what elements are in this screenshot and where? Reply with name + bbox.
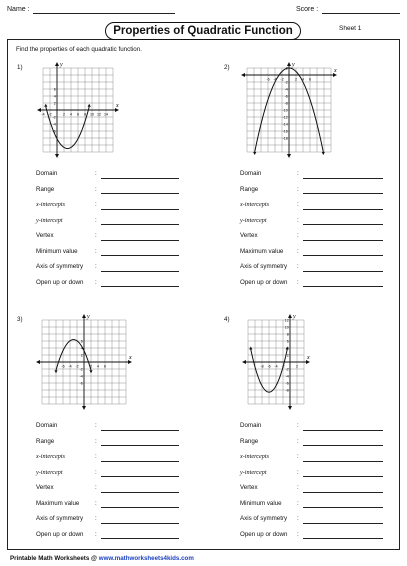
y-tick-label: 6 — [53, 87, 56, 92]
answer-line[interactable] — [101, 286, 179, 287]
answer-line[interactable] — [101, 240, 179, 241]
curve-arrow — [44, 104, 47, 107]
y-tick-label: 2 — [285, 66, 288, 71]
property-colon: : — [95, 530, 97, 538]
problem-number-4: 4) — [224, 316, 230, 323]
answer-line[interactable] — [101, 193, 179, 194]
y-tick-label: 2 — [80, 353, 83, 358]
worksheet-title: Properties of Quadratic Function — [113, 25, 293, 37]
x-axis-label: x — [307, 355, 310, 361]
x-axis-label: x — [129, 355, 132, 361]
property-colon: : — [95, 468, 97, 476]
y-tick-label: -4 — [79, 374, 83, 379]
y-tick-label: -16 — [282, 129, 288, 134]
y-tick-label: -2 — [284, 80, 288, 85]
property-colon: : — [95, 422, 97, 429]
curve-arrow — [253, 152, 256, 155]
answer-line[interactable] — [303, 286, 383, 287]
x-tick-label: 4 — [97, 364, 99, 369]
x-axis-label: x — [116, 103, 119, 109]
property-label: Axis of symmetry — [36, 263, 84, 270]
problem-number-1: 1) — [17, 64, 23, 71]
y-tick-label: 2 — [286, 353, 289, 358]
x-tick-label: 12 — [97, 112, 101, 117]
property-colon: : — [297, 201, 299, 208]
x-tick-label: 4 — [70, 112, 72, 117]
y-tick-label: -4 — [52, 122, 56, 127]
property-label: Vertex — [240, 232, 258, 239]
x-tick-label: 2 — [296, 364, 298, 369]
x-tick-label: 10 — [90, 112, 94, 117]
answer-line[interactable] — [101, 224, 179, 225]
property-label: Open up or down — [36, 530, 84, 538]
property-colon: : — [95, 232, 97, 239]
x-tick-label: 14 — [104, 112, 108, 117]
answer-line[interactable] — [303, 255, 383, 256]
property-colon: : — [297, 232, 299, 239]
property-label: Vertex — [36, 232, 54, 239]
x-tick-label: 4 — [302, 77, 304, 82]
answer-line[interactable] — [101, 178, 179, 179]
x-tick-label: 2 — [90, 364, 92, 369]
answer-line[interactable] — [303, 476, 383, 477]
x-tick-label: 2 — [63, 112, 65, 117]
axis-arrow — [55, 62, 59, 66]
property-colon: : — [297, 530, 299, 538]
property-label: Range — [240, 185, 259, 193]
y-tick-label: 6 — [80, 339, 83, 344]
answer-line[interactable] — [303, 430, 383, 431]
y-tick-label: 2 — [53, 101, 56, 106]
axis-arrow — [288, 406, 292, 410]
property-colon: : — [95, 453, 97, 460]
answer-line[interactable] — [101, 430, 179, 431]
x-tick-label: -6 — [267, 364, 271, 369]
y-tick-label: -6 — [284, 94, 288, 99]
y-tick-label: 6 — [286, 339, 289, 344]
property-colon: : — [95, 278, 97, 286]
answer-line[interactable] — [101, 476, 179, 477]
x-tick-label: -4 — [68, 364, 72, 369]
x-tick-label: -2 — [280, 77, 284, 82]
y-tick-label: -6 — [52, 129, 56, 134]
y-tick-label: -12 — [282, 115, 288, 120]
footer-prefix: Printable Math Worksheets @ — [10, 555, 99, 562]
y-axis-label: y — [60, 62, 63, 68]
y-tick-label: -10 — [282, 108, 288, 113]
y-axis-label: y — [292, 62, 295, 68]
y-tick-label: 8 — [286, 332, 289, 337]
x-tick-label: 8 — [84, 112, 86, 117]
x-tick-label: -8 — [260, 364, 264, 369]
answer-line[interactable] — [303, 178, 383, 179]
property-label: Domain — [36, 170, 58, 177]
answer-line[interactable] — [101, 271, 179, 272]
x-tick-label: -4 — [273, 77, 277, 82]
property-colon: : — [297, 468, 299, 476]
property-colon: : — [297, 278, 299, 286]
property-label: Axis of symmetry — [240, 263, 288, 270]
x-tick-label: -6 — [266, 77, 270, 82]
property-colon: : — [95, 515, 97, 522]
answer-line[interactable] — [303, 445, 383, 446]
property-colon: : — [297, 216, 299, 224]
parabola-curve — [46, 107, 89, 149]
answer-line[interactable] — [303, 492, 383, 493]
y-tick-label: -4 — [285, 374, 289, 379]
property-label: y-intercept — [36, 468, 63, 476]
y-tick-label: -8 — [284, 101, 288, 106]
axis-arrow — [287, 154, 291, 158]
property-colon: : — [95, 185, 97, 193]
property-colon: : — [297, 247, 299, 255]
property-colon: : — [297, 422, 299, 429]
y-tick-label: -8 — [285, 388, 289, 393]
x-tick-label: -2 — [75, 364, 79, 369]
property-colon: : — [297, 437, 299, 445]
property-label: Axis of symmetry — [36, 515, 84, 522]
property-label: x-intercepts — [240, 453, 269, 460]
axis-arrow — [82, 406, 86, 410]
property-label: Maximum value — [36, 499, 80, 507]
footer-site-link[interactable]: www.mathworksheets4kids.com — [98, 555, 194, 562]
answer-line[interactable] — [303, 193, 383, 194]
property-colon: : — [297, 453, 299, 460]
answer-line[interactable] — [303, 523, 383, 524]
x-tick-label: -2 — [48, 112, 52, 117]
property-label: Maximum value — [240, 247, 284, 255]
property-colon: : — [297, 263, 299, 270]
property-colon: : — [95, 437, 97, 445]
answer-line[interactable] — [101, 523, 179, 524]
property-label: y-intercept — [240, 468, 267, 476]
property-label: Range — [36, 185, 55, 193]
property-label: Domain — [240, 422, 262, 429]
x-tick-label: 6 — [77, 112, 79, 117]
answer-line[interactable] — [101, 255, 179, 256]
y-axis-label: y — [293, 314, 296, 320]
property-label: Open up or down — [36, 278, 84, 286]
answer-line[interactable] — [303, 224, 383, 225]
curve-arrow — [88, 104, 91, 107]
property-colon: : — [95, 263, 97, 270]
property-label: Domain — [240, 170, 262, 177]
property-colon: : — [95, 484, 97, 491]
answer-line[interactable] — [101, 209, 179, 210]
property-label: x-intercepts — [240, 201, 269, 208]
y-tick-label: 4 — [53, 94, 56, 99]
x-axis-label: x — [334, 68, 337, 74]
property-colon: : — [297, 484, 299, 491]
graph-problem-2 — [237, 62, 341, 162]
property-colon: : — [297, 515, 299, 522]
problem-number-2: 2) — [224, 64, 230, 71]
y-tick-label: -2 — [79, 367, 83, 372]
y-axis-label: y — [87, 314, 90, 320]
property-colon: : — [297, 185, 299, 193]
x-tick-label: 6 — [104, 364, 106, 369]
y-tick-label: -2 — [52, 115, 56, 120]
property-label: Minimum value — [240, 499, 282, 507]
y-tick-label: 4 — [80, 346, 83, 351]
property-label: y-intercept — [240, 216, 267, 224]
y-tick-label: -18 — [282, 136, 288, 141]
axis-arrow — [82, 314, 86, 318]
property-colon: : — [95, 247, 97, 255]
property-label: Domain — [36, 422, 58, 429]
x-tick-label: -6 — [61, 364, 65, 369]
property-label: Minimum value — [36, 247, 78, 255]
property-colon: : — [95, 216, 97, 224]
answer-line[interactable] — [303, 209, 383, 210]
graph-problem-3 — [33, 314, 131, 412]
answer-line[interactable] — [303, 507, 383, 508]
graph-problem-1 — [35, 62, 133, 154]
name-label: Name : — [7, 6, 30, 13]
sheet-label: Sheet 1 — [339, 25, 362, 32]
property-label: Open up or down — [240, 278, 288, 286]
y-tick-label: 10 — [284, 325, 289, 330]
property-label: y-intercept — [36, 216, 63, 224]
x-tick-label: -2 — [281, 364, 285, 369]
property-label: Open up or down — [240, 530, 288, 538]
property-label: x-intercepts — [36, 201, 65, 208]
x-tick-label: -4 — [41, 112, 45, 117]
x-tick-label: 2 — [295, 77, 297, 82]
property-colon: : — [95, 201, 97, 208]
y-tick-label: -14 — [282, 122, 288, 127]
answer-line[interactable] — [101, 445, 179, 446]
answer-line[interactable] — [303, 240, 383, 241]
x-tick-label: 6 — [309, 77, 311, 82]
axis-arrow — [241, 73, 245, 77]
curve-arrow — [54, 370, 57, 373]
curve-arrow — [322, 152, 325, 155]
y-tick-label: -6 — [79, 381, 83, 386]
property-label: Range — [36, 437, 55, 445]
property-colon: : — [95, 170, 97, 177]
property-label: x-intercepts — [36, 453, 65, 460]
answer-line[interactable] — [303, 461, 383, 462]
curve-arrow — [89, 370, 92, 373]
score-label: Score : — [296, 6, 319, 13]
title-box — [105, 22, 301, 40]
score-line[interactable] — [322, 13, 400, 14]
axis-arrow — [242, 360, 246, 364]
property-label: Range — [240, 437, 259, 445]
property-label: Vertex — [240, 484, 258, 491]
y-tick-label: 12 — [284, 318, 289, 323]
y-tick-label: -4 — [284, 87, 288, 92]
answer-line[interactable] — [101, 492, 179, 493]
axis-arrow — [37, 108, 41, 112]
answer-line[interactable] — [303, 538, 383, 539]
y-tick-label: -6 — [285, 381, 289, 386]
problem-number-3: 3) — [17, 316, 23, 323]
answer-line[interactable] — [101, 538, 179, 539]
instructions: Find the properties of each quadratic function. — [16, 46, 142, 53]
x-tick-label: -4 — [274, 364, 278, 369]
property-label: Axis of symmetry — [240, 515, 288, 522]
answer-line[interactable] — [303, 271, 383, 272]
y-tick-label: -2 — [285, 367, 289, 372]
axis-arrow — [36, 360, 40, 364]
footer — [10, 555, 194, 562]
answer-line[interactable] — [101, 461, 179, 462]
name-line[interactable] — [33, 13, 175, 14]
property-label: Vertex — [36, 484, 54, 491]
graph-problem-4 — [240, 314, 318, 412]
property-colon: : — [95, 499, 97, 507]
property-colon: : — [297, 170, 299, 177]
answer-line[interactable] — [101, 507, 179, 508]
property-colon: : — [297, 499, 299, 507]
